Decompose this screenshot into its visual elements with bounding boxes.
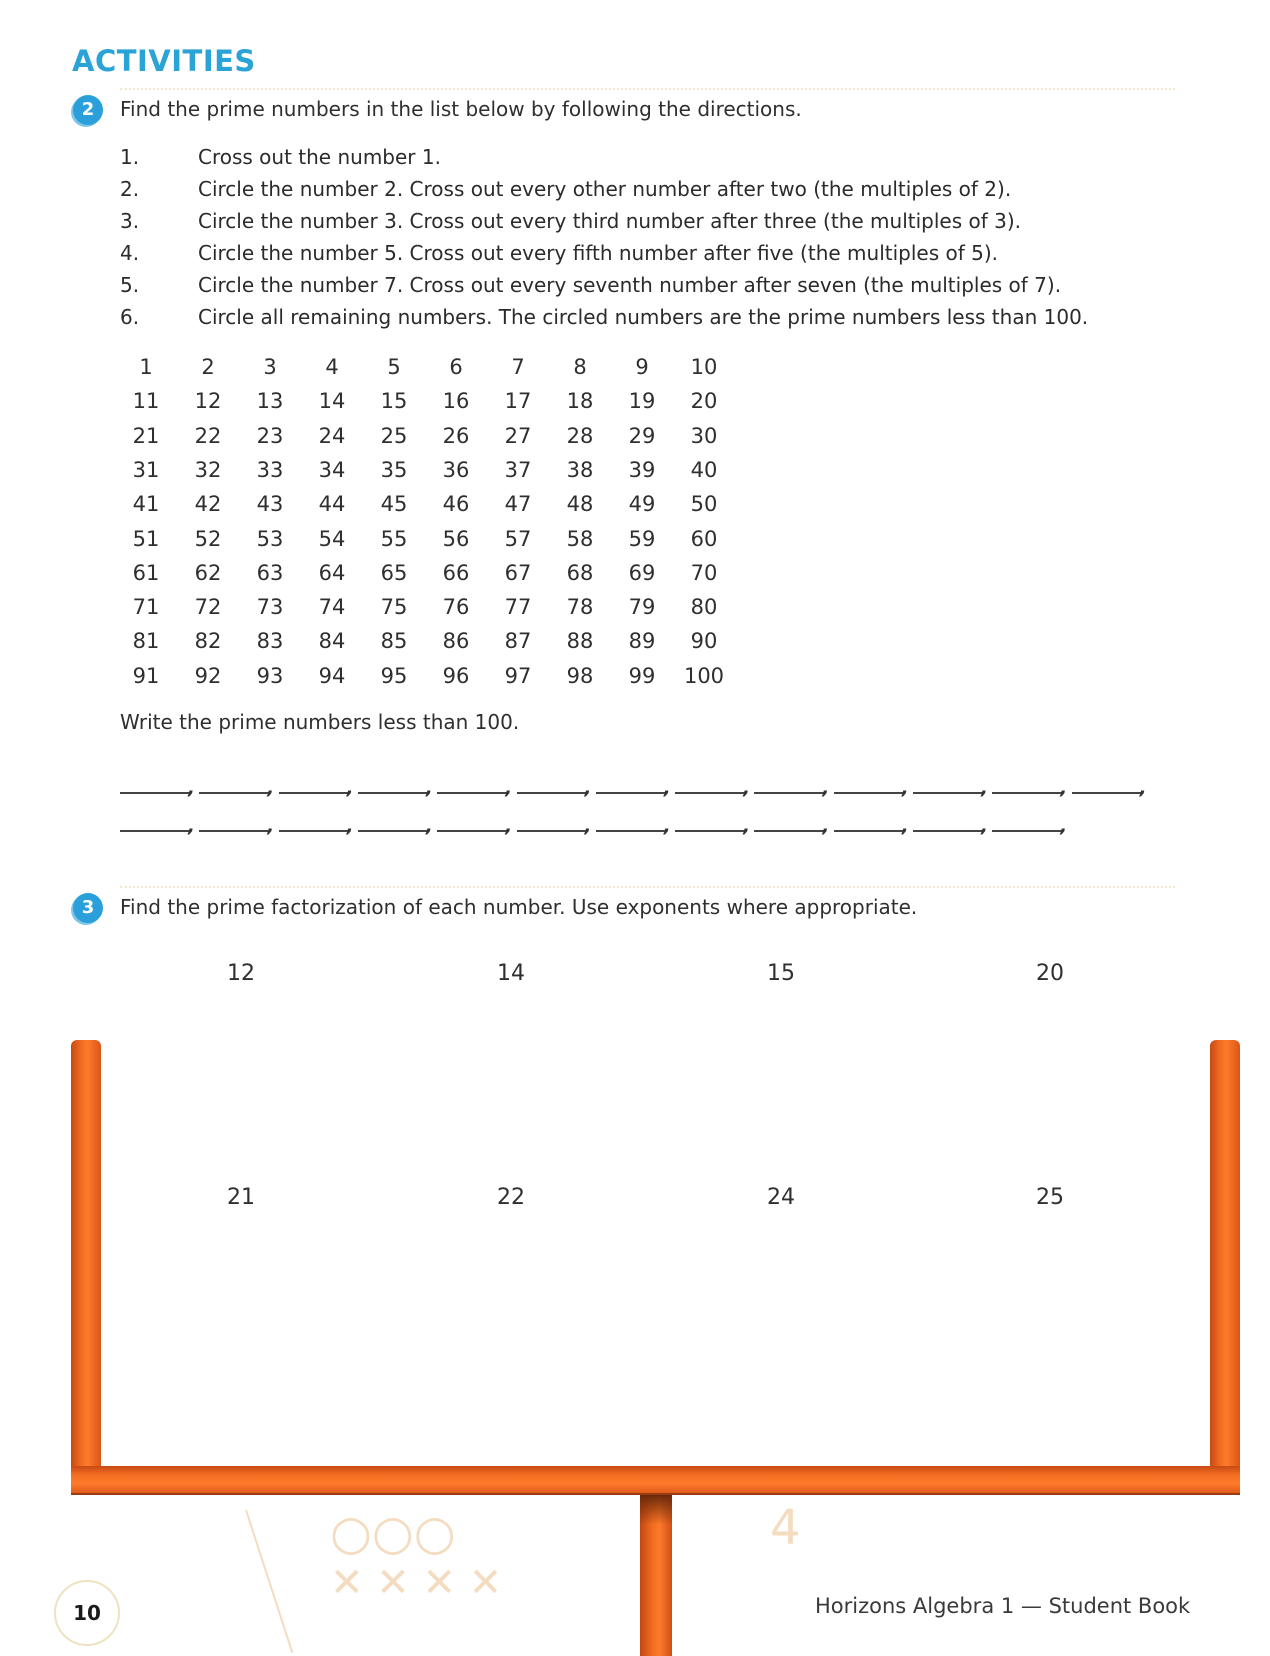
grid-number[interactable]: 65 xyxy=(380,560,408,585)
grid-number[interactable]: 25 xyxy=(380,423,408,448)
grid-number[interactable]: 8 xyxy=(573,355,587,379)
blank-separator: , xyxy=(1060,816,1068,837)
direction-number: 5. xyxy=(120,273,140,297)
grid-number[interactable]: 84 xyxy=(318,629,346,654)
activity-2-badge: 2 xyxy=(73,95,103,125)
book-title: Horizons Algebra 1 — Student Book xyxy=(815,1594,1191,1618)
grid-number[interactable]: 42 xyxy=(194,492,222,517)
answer-blank[interactable] xyxy=(199,830,269,832)
direction-text: Cross out the number 1. xyxy=(198,145,441,169)
factorization-number: 25 xyxy=(1036,1185,1064,1210)
grid-number[interactable]: 13 xyxy=(256,389,284,414)
grid-number[interactable]: 11 xyxy=(132,389,160,414)
grid-number[interactable]: 76 xyxy=(442,595,470,620)
grid-number[interactable]: 85 xyxy=(380,629,408,654)
grid-number[interactable]: 93 xyxy=(256,663,284,688)
answer-blank[interactable] xyxy=(517,830,587,832)
factorization-number: 12 xyxy=(227,961,255,986)
grid-number[interactable]: 77 xyxy=(504,595,532,620)
grid-number[interactable]: 22 xyxy=(194,423,222,448)
grid-number[interactable]: 62 xyxy=(194,560,222,585)
grid-number[interactable]: 99 xyxy=(628,663,656,688)
section-divider-2 xyxy=(120,886,1175,888)
answer-blank[interactable] xyxy=(279,830,349,832)
answer-blank[interactable] xyxy=(120,830,190,832)
goalpost-crossbar xyxy=(71,1466,1240,1495)
grid-number[interactable]: 41 xyxy=(132,492,160,517)
answer-blank[interactable] xyxy=(1072,792,1142,794)
answer-blank[interactable] xyxy=(358,792,428,794)
grid-number[interactable]: 26 xyxy=(442,423,470,448)
grid-number[interactable]: 95 xyxy=(380,663,408,688)
grid-number[interactable]: 66 xyxy=(442,560,470,585)
blank-separator: , xyxy=(743,816,750,837)
grid-number[interactable]: 64 xyxy=(318,560,346,585)
grid-number[interactable]: 4 xyxy=(325,355,339,379)
grid-number[interactable]: 59 xyxy=(628,526,656,551)
grid-number[interactable]: 98 xyxy=(566,663,594,688)
doodle-crosses-icon: ✕ ✕ ✕ ✕ xyxy=(330,1560,503,1606)
factorization-number: 22 xyxy=(497,1185,525,1210)
direction-number: 3. xyxy=(120,209,140,233)
grid-number[interactable]: 36 xyxy=(442,457,470,482)
doodle-line xyxy=(245,1510,293,1653)
blank-separator: , xyxy=(346,816,354,837)
grid-number[interactable]: 91 xyxy=(132,663,160,688)
grid-number[interactable]: 54 xyxy=(318,526,346,551)
factorization-number: 20 xyxy=(1036,961,1064,986)
grid-number[interactable]: 81 xyxy=(132,629,160,654)
direction-text: Circle all remaining numbers. The circled numbers are the prime numbers less than 100. xyxy=(198,305,1089,329)
grid-number[interactable]: 6 xyxy=(449,355,463,379)
grid-number[interactable]: 44 xyxy=(318,492,346,517)
grid-number[interactable]: 15 xyxy=(380,389,408,414)
grid-number[interactable]: 10 xyxy=(690,355,718,379)
answer-blank[interactable] xyxy=(279,792,349,794)
goalpost-center-post xyxy=(640,1495,672,1656)
direction-text: Circle the number 5. Cross out every fifth number after five (the multiples of 5). xyxy=(198,241,998,265)
blank-separator: , xyxy=(981,816,988,837)
grid-number[interactable]: 72 xyxy=(194,595,222,620)
activity-3-badge: 3 xyxy=(73,893,103,923)
grid-number[interactable]: 100 xyxy=(683,663,725,688)
blank-separator: , xyxy=(425,778,433,799)
grid-number[interactable]: 80 xyxy=(690,595,718,620)
direction-number: 4. xyxy=(120,241,140,265)
blank-separator: , xyxy=(981,778,988,799)
grid-number[interactable]: 39 xyxy=(628,457,656,482)
blank-separator: , xyxy=(267,816,275,837)
blank-separator: , xyxy=(267,778,275,799)
grid-number[interactable]: 82 xyxy=(194,629,222,654)
grid-number[interactable]: 88 xyxy=(566,629,594,654)
blank-separator: , xyxy=(822,816,830,837)
grid-number[interactable]: 74 xyxy=(318,595,346,620)
grid-number[interactable]: 12 xyxy=(194,389,222,414)
factorization-number: 24 xyxy=(767,1185,795,1210)
direction-number: 6. xyxy=(120,305,140,329)
grid-number[interactable]: 92 xyxy=(194,663,222,688)
grid-number[interactable]: 48 xyxy=(566,492,594,517)
grid-number[interactable]: 52 xyxy=(194,526,222,551)
grid-number[interactable]: 49 xyxy=(628,492,656,517)
grid-number[interactable]: 5 xyxy=(387,355,401,379)
grid-number[interactable]: 96 xyxy=(442,663,470,688)
answer-blank[interactable] xyxy=(596,830,666,832)
grid-number[interactable]: 24 xyxy=(318,423,346,448)
grid-number[interactable]: 23 xyxy=(256,423,284,448)
answer-blank[interactable] xyxy=(596,792,666,794)
blank-separator: , xyxy=(346,778,354,799)
blank-separator: , xyxy=(663,778,671,799)
grid-number[interactable]: 20 xyxy=(690,389,718,414)
blank-separator: , xyxy=(584,816,592,837)
grid-number[interactable]: 31 xyxy=(132,457,160,482)
direction-text: Circle the number 2. Cross out every other number after two (the multiples of 2). xyxy=(198,177,1012,201)
activity-2-prompt: Find the prime numbers in the list below by following the directions. xyxy=(120,97,802,121)
blank-separator: , xyxy=(188,778,195,799)
grid-number[interactable]: 60 xyxy=(690,526,718,551)
blank-separator: , xyxy=(663,816,671,837)
answer-blank[interactable] xyxy=(754,830,824,832)
blank-separator: , xyxy=(743,778,750,799)
grid-number[interactable]: 90 xyxy=(690,629,718,654)
grid-number[interactable]: 1 xyxy=(139,355,153,379)
grid-number[interactable]: 3 xyxy=(263,355,277,379)
grid-number[interactable]: 7 xyxy=(511,355,525,379)
grid-number[interactable]: 58 xyxy=(566,526,594,551)
grid-number[interactable]: 29 xyxy=(628,423,656,448)
blank-separator: , xyxy=(822,778,830,799)
grid-number[interactable]: 78 xyxy=(566,595,594,620)
doodle-four-icon: 4 xyxy=(770,1500,801,1556)
goalpost-right-upright xyxy=(1210,1040,1240,1495)
grid-number[interactable]: 89 xyxy=(628,629,656,654)
answer-blank[interactable] xyxy=(437,830,507,832)
grid-number[interactable]: 73 xyxy=(256,595,284,620)
grid-number[interactable]: 14 xyxy=(318,389,346,414)
grid-number[interactable]: 35 xyxy=(380,457,408,482)
grid-number[interactable]: 86 xyxy=(442,629,470,654)
factorization-number: 21 xyxy=(227,1185,255,1210)
grid-number[interactable]: 61 xyxy=(132,560,160,585)
grid-number[interactable]: 9 xyxy=(635,355,649,379)
blank-separator: , xyxy=(584,778,592,799)
blank-separator: , xyxy=(1060,778,1068,799)
answer-blank[interactable] xyxy=(992,830,1062,832)
grid-number[interactable]: 47 xyxy=(504,492,532,517)
grid-number[interactable]: 94 xyxy=(318,663,346,688)
grid-number[interactable]: 53 xyxy=(256,526,284,551)
grid-number[interactable]: 17 xyxy=(504,389,532,414)
grid-number[interactable]: 33 xyxy=(256,457,284,482)
grid-number[interactable]: 40 xyxy=(690,457,718,482)
factorization-number: 14 xyxy=(497,961,525,986)
grid-number[interactable]: 50 xyxy=(690,492,718,517)
answer-blank[interactable] xyxy=(199,792,269,794)
grid-number[interactable]: 57 xyxy=(504,526,532,551)
answer-blank[interactable] xyxy=(437,792,507,794)
grid-number[interactable]: 75 xyxy=(380,595,408,620)
grid-number[interactable]: 28 xyxy=(566,423,594,448)
write-primes-prompt: Write the prime numbers less than 100. xyxy=(120,710,520,734)
grid-number[interactable]: 27 xyxy=(504,423,532,448)
factorization-number: 15 xyxy=(767,961,795,986)
blank-separator: , xyxy=(1139,778,1147,799)
grid-number[interactable]: 32 xyxy=(194,457,222,482)
answer-blank[interactable] xyxy=(834,792,904,794)
direction-text: Circle the number 7. Cross out every seventh number after seven (the multiples of 7). xyxy=(198,273,1062,297)
grid-number[interactable]: 83 xyxy=(256,629,284,654)
grid-number[interactable]: 16 xyxy=(442,389,470,414)
blank-separator: , xyxy=(901,778,909,799)
grid-number[interactable]: 63 xyxy=(256,560,284,585)
grid-number[interactable]: 55 xyxy=(380,526,408,551)
goalpost-left-upright xyxy=(71,1040,101,1495)
answer-blank[interactable] xyxy=(675,792,745,794)
doodle-circles-icon: ○○○ xyxy=(330,1505,456,1561)
direction-number: 1. xyxy=(120,145,140,169)
answer-blank[interactable] xyxy=(358,830,428,832)
blank-separator: , xyxy=(505,816,513,837)
grid-number[interactable]: 30 xyxy=(690,423,718,448)
direction-text: Circle the number 3. Cross out every third number after three (the multiples of 3). xyxy=(198,209,1022,233)
grid-number[interactable]: 37 xyxy=(504,457,532,482)
answer-blank[interactable] xyxy=(120,792,190,794)
grid-number[interactable]: 43 xyxy=(256,492,284,517)
grid-number[interactable]: 19 xyxy=(628,389,656,414)
grid-number[interactable]: 34 xyxy=(318,457,346,482)
answer-blank[interactable] xyxy=(754,792,824,794)
blank-separator: , xyxy=(188,816,195,837)
activities-heading: ACTIVITIES xyxy=(72,44,256,78)
grid-number[interactable]: 21 xyxy=(132,423,160,448)
grid-number[interactable]: 79 xyxy=(628,595,656,620)
answer-blank[interactable] xyxy=(913,830,983,832)
answer-blank[interactable] xyxy=(675,830,745,832)
grid-number[interactable]: 68 xyxy=(566,560,594,585)
grid-number[interactable]: 67 xyxy=(504,560,532,585)
direction-number: 2. xyxy=(120,177,140,201)
grid-number[interactable]: 46 xyxy=(442,492,470,517)
blank-separator: , xyxy=(425,816,433,837)
grid-number[interactable]: 71 xyxy=(132,595,160,620)
grid-number[interactable]: 97 xyxy=(504,663,532,688)
answer-blank[interactable] xyxy=(913,792,983,794)
grid-number[interactable]: 70 xyxy=(690,560,718,585)
activity-3-prompt: Find the prime factorization of each number. Use exponents where appropriate. xyxy=(120,895,918,919)
grid-number[interactable]: 45 xyxy=(380,492,408,517)
grid-number[interactable]: 56 xyxy=(442,526,470,551)
grid-number[interactable]: 38 xyxy=(566,457,594,482)
grid-number[interactable]: 2 xyxy=(201,355,215,379)
page-number: 10 xyxy=(54,1580,120,1646)
grid-number[interactable]: 69 xyxy=(628,560,656,585)
grid-number[interactable]: 18 xyxy=(566,389,594,414)
answer-blank[interactable] xyxy=(992,792,1062,794)
section-divider xyxy=(120,88,1175,90)
grid-number[interactable]: 87 xyxy=(504,629,532,654)
blank-separator: , xyxy=(505,778,513,799)
grid-number[interactable]: 51 xyxy=(132,526,160,551)
answer-blank[interactable] xyxy=(517,792,587,794)
answer-blank[interactable] xyxy=(834,830,904,832)
blank-separator: , xyxy=(901,816,909,837)
